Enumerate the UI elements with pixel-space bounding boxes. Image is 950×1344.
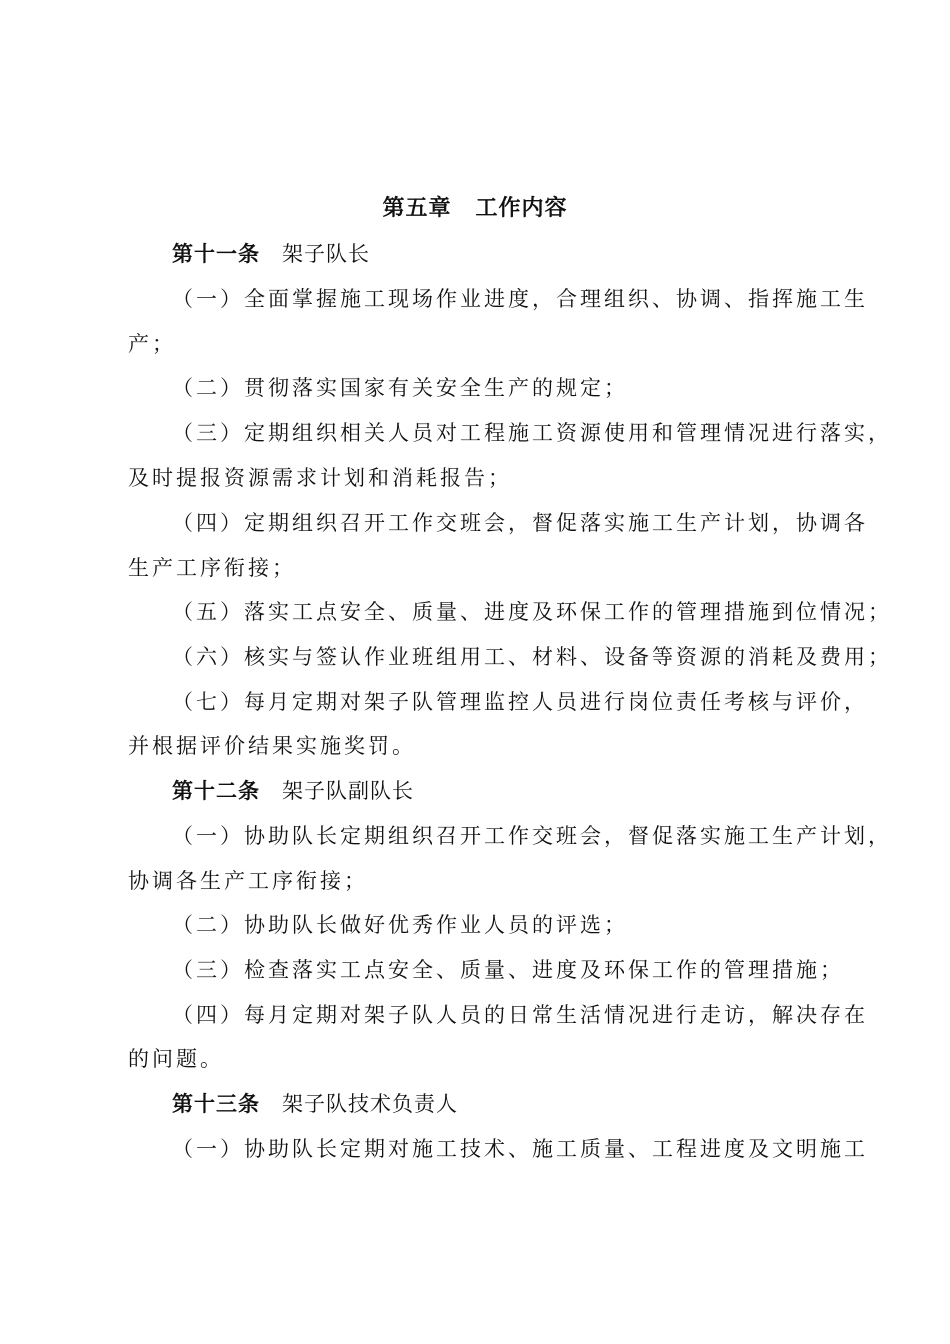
article-number: 第十一条 [172, 242, 260, 266]
clause-line: （二）贯彻落实国家有关安全生产的规定； [172, 376, 628, 400]
clause-line: （五）落实工点安全、质量、进度及环保工作的管理措施到位情况； [172, 600, 892, 624]
clause-line: 产； [128, 332, 176, 356]
clause-line: （一）协助队长定期对施工技术、施工质量、工程进度及文明施工 [172, 1137, 868, 1161]
article-title: 架子队长 [282, 242, 370, 266]
clause-line: （一）全面掌握施工现场作业进度，合理组织、协调、指挥施工生 [172, 287, 868, 311]
article-title: 架子队技术负责人 [282, 1092, 458, 1116]
clause-line: （三）检查落实工点安全、质量、进度及环保工作的管理措施； [172, 958, 844, 982]
clause-line: 的问题。 [128, 1047, 224, 1071]
clause-line: 并根据评价结果实施奖罚。 [128, 734, 416, 758]
article-heading [172, 776, 414, 806]
article-heading [172, 239, 370, 269]
clause-line: （三）定期组织相关人员对工程施工资源使用和管理情况进行落实， [172, 421, 892, 445]
article-number: 第十三条 [172, 1092, 260, 1116]
clause-line: （七）每月定期对架子队管理监控人员进行岗位责任考核与评价， [172, 690, 868, 714]
clause-line: 协调各生产工序衔接； [128, 869, 368, 893]
clause-line: （二）协助队长做好优秀作业人员的评选； [172, 913, 628, 937]
clause-line: （四）每月定期对架子队人员的日常生活情况进行走访，解决存在 [172, 1003, 868, 1027]
chapter-title: 工作内容 [475, 196, 568, 221]
article-heading [172, 1089, 458, 1119]
clause-line: 及时提报资源需求计划和消耗报告； [128, 466, 512, 490]
clause-line: 生产工序衔接； [128, 556, 296, 580]
chapter-number: 第五章 [382, 196, 452, 221]
article-title: 架子队副队长 [282, 779, 414, 803]
clause-line: （四）定期组织召开工作交班会，督促落实施工生产计划，协调各 [172, 511, 868, 535]
article-number: 第十二条 [172, 779, 260, 803]
chapter-heading [0, 194, 950, 224]
clause-line: （一）协助队长定期组织召开工作交班会，督促落实施工生产计划， [172, 824, 892, 848]
clause-line: （六）核实与签认作业班组用工、材料、设备等资源的消耗及费用； [172, 645, 892, 669]
